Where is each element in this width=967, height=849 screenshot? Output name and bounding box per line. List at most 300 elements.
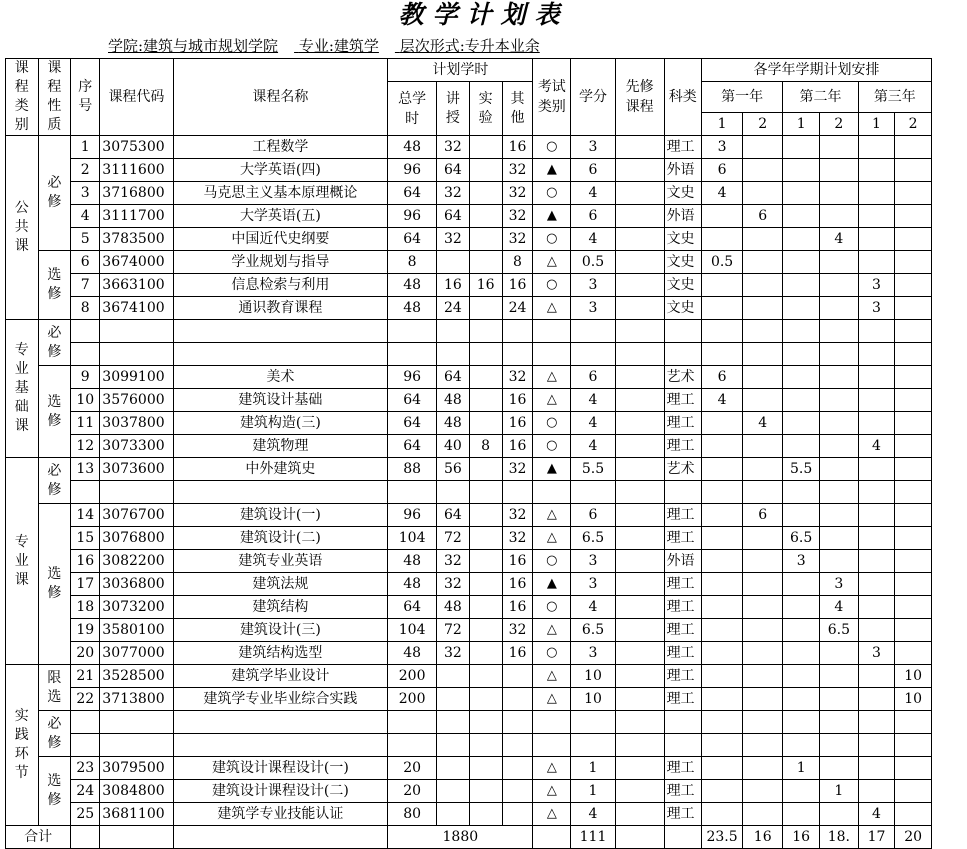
total-row bbox=[6, 826, 967, 849]
total-prereq-cell bbox=[615, 826, 664, 849]
header-subject: 科类 bbox=[664, 59, 701, 136]
header-total-hours: 总学时 bbox=[388, 82, 437, 136]
exam-type-cell: △ bbox=[533, 504, 571, 527]
seq-cell: 2 bbox=[71, 159, 100, 182]
lab-hours-cell bbox=[469, 619, 502, 642]
prereq-cell bbox=[615, 550, 664, 573]
seq-cell: 5 bbox=[71, 228, 100, 251]
prereq-cell bbox=[615, 274, 664, 297]
total-hours-cell: 96 bbox=[388, 504, 437, 527]
header-row-1 bbox=[6, 59, 967, 82]
subject-cell: 理工 bbox=[664, 596, 701, 619]
semester-cell bbox=[820, 274, 859, 297]
semester-cell bbox=[858, 596, 895, 619]
lab-hours-cell: 8 bbox=[469, 435, 502, 458]
total-semester-cell: 20 bbox=[895, 826, 932, 849]
nature-elective: 选修 bbox=[38, 366, 71, 458]
semester-cell bbox=[743, 803, 783, 826]
semester-cell: 3 bbox=[820, 573, 859, 596]
seq-cell: 9 bbox=[71, 366, 100, 389]
lab-hours-cell bbox=[469, 596, 502, 619]
table-row bbox=[6, 780, 967, 803]
semester-cell bbox=[895, 711, 932, 734]
semester-cell bbox=[701, 780, 742, 803]
seq-cell: 24 bbox=[71, 780, 100, 803]
table-row bbox=[6, 573, 967, 596]
lab-hours-cell bbox=[469, 527, 502, 550]
semester-cell: 4 bbox=[743, 412, 783, 435]
nature-elective: 选修 bbox=[38, 757, 71, 826]
course-name-cell bbox=[173, 711, 388, 734]
lecture-hours-cell: 32 bbox=[437, 573, 470, 596]
lab-hours-cell bbox=[469, 159, 502, 182]
lecture-hours-cell: 56 bbox=[437, 458, 470, 481]
semester-cell bbox=[895, 320, 932, 343]
category-public: 公共课 bbox=[6, 136, 39, 320]
other-hours-cell: 16 bbox=[502, 573, 533, 596]
category-prof: 专业课 bbox=[6, 458, 39, 665]
seq-cell: 12 bbox=[71, 435, 100, 458]
exam-type-cell: △ bbox=[533, 527, 571, 550]
semester-cell bbox=[895, 573, 932, 596]
lab-hours-cell bbox=[469, 573, 502, 596]
semester-cell bbox=[820, 251, 859, 274]
total-hours-cell: 64 bbox=[388, 435, 437, 458]
semester-cell bbox=[895, 734, 932, 757]
other-hours-cell: 16 bbox=[502, 596, 533, 619]
other-hours-cell: 16 bbox=[502, 136, 533, 159]
lecture-hours-cell: 40 bbox=[437, 435, 470, 458]
semester-cell bbox=[783, 642, 820, 665]
subject-cell: 理工 bbox=[664, 136, 701, 159]
lab-hours-cell bbox=[469, 366, 502, 389]
total-hours-cell: 88 bbox=[388, 458, 437, 481]
semester-cell bbox=[701, 412, 742, 435]
total-hours-cell: 8 bbox=[388, 251, 437, 274]
semester-cell bbox=[858, 757, 895, 780]
other-hours-cell: 32 bbox=[502, 159, 533, 182]
semester-cell bbox=[858, 780, 895, 803]
semester-cell bbox=[701, 504, 742, 527]
prereq-cell bbox=[615, 619, 664, 642]
semester-cell bbox=[743, 619, 783, 642]
exam-type-cell: ○ bbox=[533, 136, 571, 159]
other-hours-cell bbox=[502, 688, 533, 711]
semester-cell: 0.5 bbox=[701, 251, 742, 274]
subject-cell: 理工 bbox=[664, 688, 701, 711]
total-hours-cell: 96 bbox=[388, 366, 437, 389]
semester-cell bbox=[743, 320, 783, 343]
seq-cell bbox=[71, 343, 100, 366]
code-cell: 3073300 bbox=[100, 435, 173, 458]
credit-cell bbox=[571, 481, 616, 504]
semester-cell bbox=[701, 297, 742, 320]
course-name-cell: 美术 bbox=[173, 366, 388, 389]
total-hours-cell bbox=[388, 481, 437, 504]
seq-cell bbox=[71, 734, 100, 757]
semester-cell bbox=[701, 803, 742, 826]
total-hours-sum: 1880 bbox=[388, 826, 533, 849]
header-year1: 第一年 bbox=[701, 82, 782, 113]
semester-cell bbox=[743, 159, 783, 182]
semester-cell bbox=[783, 688, 820, 711]
lab-hours-cell bbox=[469, 182, 502, 205]
semester-cell bbox=[743, 757, 783, 780]
total-name-cell bbox=[173, 826, 388, 849]
code-cell: 3082200 bbox=[100, 550, 173, 573]
other-hours-cell: 24 bbox=[502, 297, 533, 320]
prereq-cell bbox=[615, 205, 664, 228]
course-name-cell: 中国近代史纲要 bbox=[173, 228, 388, 251]
code-cell: 3528500 bbox=[100, 665, 173, 688]
credit-cell: 4 bbox=[571, 228, 616, 251]
table-row bbox=[6, 274, 967, 297]
semester-cell bbox=[701, 228, 742, 251]
semester-cell bbox=[701, 665, 742, 688]
lecture-hours-cell bbox=[437, 320, 470, 343]
semester-cell bbox=[701, 642, 742, 665]
empty-row bbox=[6, 734, 967, 757]
lecture-hours-cell: 32 bbox=[437, 228, 470, 251]
semester-cell bbox=[858, 251, 895, 274]
total-hours-cell bbox=[388, 711, 437, 734]
semester-cell bbox=[858, 320, 895, 343]
total-seq-cell bbox=[71, 826, 100, 849]
lab-hours-cell bbox=[469, 711, 502, 734]
code-cell: 3783500 bbox=[100, 228, 173, 251]
course-name-cell bbox=[173, 734, 388, 757]
code-cell: 3076700 bbox=[100, 504, 173, 527]
table-row bbox=[6, 159, 967, 182]
lab-hours-cell bbox=[469, 688, 502, 711]
lab-hours-cell bbox=[469, 757, 502, 780]
header-prereq: 先修课程 bbox=[615, 59, 664, 136]
header-seq: 序号 bbox=[71, 59, 100, 136]
lecture-hours-cell: 16 bbox=[437, 274, 470, 297]
lab-hours-cell bbox=[469, 780, 502, 803]
credit-cell bbox=[571, 343, 616, 366]
semester-cell: 6.5 bbox=[820, 619, 859, 642]
category-practice: 实践环节 bbox=[6, 665, 39, 826]
semester-cell bbox=[783, 734, 820, 757]
total-hours-cell: 104 bbox=[388, 527, 437, 550]
semester-cell bbox=[895, 596, 932, 619]
empty-row bbox=[6, 711, 967, 734]
semester-cell: 4 bbox=[701, 389, 742, 412]
code-cell bbox=[100, 343, 173, 366]
semester-cell bbox=[858, 619, 895, 642]
seq-cell: 13 bbox=[71, 458, 100, 481]
code-cell: 3036800 bbox=[100, 573, 173, 596]
semester-cell bbox=[895, 182, 932, 205]
lecture-hours-cell bbox=[437, 665, 470, 688]
semester-cell bbox=[895, 136, 932, 159]
seq-cell: 11 bbox=[71, 412, 100, 435]
table-row bbox=[6, 182, 967, 205]
code-cell: 3079500 bbox=[100, 757, 173, 780]
nature-required: 必修 bbox=[38, 320, 71, 366]
lecture-hours-cell bbox=[437, 734, 470, 757]
other-hours-cell bbox=[502, 757, 533, 780]
credit-cell: 3 bbox=[571, 274, 616, 297]
lecture-hours-cell: 72 bbox=[437, 527, 470, 550]
page-subtitle bbox=[108, 36, 556, 56]
exam-type-cell: ○ bbox=[533, 435, 571, 458]
course-name-cell: 建筑设计基础 bbox=[173, 389, 388, 412]
credit-cell: 5.5 bbox=[571, 458, 616, 481]
course-name-cell: 建筑设计课程设计(二) bbox=[173, 780, 388, 803]
semester-cell bbox=[895, 205, 932, 228]
lecture-hours-cell bbox=[437, 780, 470, 803]
other-hours-cell: 8 bbox=[502, 251, 533, 274]
credit-cell: 10 bbox=[571, 665, 616, 688]
semester-cell bbox=[895, 780, 932, 803]
prereq-cell bbox=[615, 159, 664, 182]
lab-hours-cell bbox=[469, 251, 502, 274]
semester-cell bbox=[743, 366, 783, 389]
total-hours-cell bbox=[388, 343, 437, 366]
semester-cell bbox=[701, 458, 742, 481]
credit-cell: 3 bbox=[571, 573, 616, 596]
seq-cell: 8 bbox=[71, 297, 100, 320]
semester-cell bbox=[820, 504, 859, 527]
semester-cell: 6 bbox=[701, 159, 742, 182]
nature-limited: 限选 bbox=[38, 665, 71, 711]
header-y3-sem2: 2 bbox=[895, 113, 932, 136]
total-subject-cell bbox=[664, 826, 701, 849]
course-name-cell: 建筑设计(二) bbox=[173, 527, 388, 550]
header-exam: 考试类别 bbox=[533, 59, 571, 136]
seq-cell bbox=[71, 320, 100, 343]
subject-cell: 理工 bbox=[664, 780, 701, 803]
table-row bbox=[6, 527, 967, 550]
semester-cell bbox=[701, 734, 742, 757]
course-name-cell bbox=[173, 320, 388, 343]
prereq-cell bbox=[615, 504, 664, 527]
seq-cell: 21 bbox=[71, 665, 100, 688]
other-hours-cell: 16 bbox=[502, 550, 533, 573]
subject-cell: 文史 bbox=[664, 251, 701, 274]
prereq-cell bbox=[615, 573, 664, 596]
lecture-hours-cell: 48 bbox=[437, 596, 470, 619]
semester-cell bbox=[783, 228, 820, 251]
prereq-cell bbox=[615, 228, 664, 251]
nature-required: 必修 bbox=[38, 711, 71, 757]
semester-cell bbox=[858, 182, 895, 205]
table-row bbox=[6, 458, 967, 481]
semester-cell bbox=[820, 458, 859, 481]
course-name-cell: 建筑物理 bbox=[173, 435, 388, 458]
code-cell: 3713800 bbox=[100, 688, 173, 711]
lecture-hours-cell bbox=[437, 688, 470, 711]
course-name-cell: 建筑法规 bbox=[173, 573, 388, 596]
prereq-cell bbox=[615, 412, 664, 435]
semester-cell bbox=[701, 435, 742, 458]
exam-type-cell: △ bbox=[533, 757, 571, 780]
semester-cell bbox=[701, 757, 742, 780]
semester-cell bbox=[783, 251, 820, 274]
header-y1-sem2: 2 bbox=[743, 113, 783, 136]
other-hours-cell: 32 bbox=[502, 504, 533, 527]
total-hours-cell: 200 bbox=[388, 665, 437, 688]
semester-cell: 3 bbox=[783, 550, 820, 573]
teaching-plan-table bbox=[5, 58, 967, 849]
credit-cell: 4 bbox=[571, 182, 616, 205]
total-hours-cell: 48 bbox=[388, 274, 437, 297]
code-cell: 3077000 bbox=[100, 642, 173, 665]
semester-cell bbox=[783, 320, 820, 343]
header-year2: 第二年 bbox=[783, 82, 858, 113]
lab-hours-cell bbox=[469, 458, 502, 481]
exam-type-cell: ○ bbox=[533, 412, 571, 435]
semester-cell bbox=[858, 504, 895, 527]
semester-cell: 4 bbox=[858, 803, 895, 826]
semester-cell bbox=[783, 504, 820, 527]
table-row bbox=[6, 136, 967, 159]
subject-cell: 理工 bbox=[664, 389, 701, 412]
exam-type-cell: △ bbox=[533, 619, 571, 642]
lecture-hours-cell bbox=[437, 481, 470, 504]
seq-cell: 1 bbox=[71, 136, 100, 159]
level-label: 层次形式:专升本业余 bbox=[399, 37, 540, 55]
credit-cell: 10 bbox=[571, 688, 616, 711]
semester-cell: 6 bbox=[743, 504, 783, 527]
semester-cell bbox=[895, 619, 932, 642]
nature-required: 必修 bbox=[38, 136, 71, 251]
header-name: 课程名称 bbox=[173, 59, 388, 136]
semester-cell bbox=[743, 481, 783, 504]
header-y2-sem1: 1 bbox=[783, 113, 820, 136]
semester-cell bbox=[783, 780, 820, 803]
semester-cell bbox=[895, 343, 932, 366]
subject-cell: 理工 bbox=[664, 435, 701, 458]
subject-cell bbox=[664, 481, 701, 504]
code-cell bbox=[100, 734, 173, 757]
subject-cell: 理工 bbox=[664, 619, 701, 642]
semester-cell bbox=[701, 343, 742, 366]
header-y1-sem1: 1 bbox=[701, 113, 742, 136]
semester-cell bbox=[743, 642, 783, 665]
code-cell: 3111700 bbox=[100, 205, 173, 228]
semester-cell bbox=[783, 435, 820, 458]
semester-cell bbox=[820, 297, 859, 320]
exam-type-cell: ○ bbox=[533, 228, 571, 251]
semester-cell bbox=[783, 159, 820, 182]
prereq-cell bbox=[615, 688, 664, 711]
code-cell: 3075300 bbox=[100, 136, 173, 159]
semester-cell bbox=[783, 343, 820, 366]
prereq-cell bbox=[615, 389, 664, 412]
semester-cell bbox=[701, 688, 742, 711]
exam-type-cell: △ bbox=[533, 366, 571, 389]
header-lecture: 讲授 bbox=[437, 82, 470, 136]
semester-cell: 5.5 bbox=[783, 458, 820, 481]
credit-cell: 4 bbox=[571, 435, 616, 458]
total-semester-cell: 23.5 bbox=[701, 826, 742, 849]
code-cell: 3674000 bbox=[100, 251, 173, 274]
semester-cell: 3 bbox=[858, 274, 895, 297]
subject-cell bbox=[664, 320, 701, 343]
semester-cell bbox=[820, 366, 859, 389]
semester-cell bbox=[743, 389, 783, 412]
lecture-hours-cell: 32 bbox=[437, 642, 470, 665]
semester-cell bbox=[783, 803, 820, 826]
course-name-cell: 建筑设计(一) bbox=[173, 504, 388, 527]
credit-cell: 3 bbox=[571, 136, 616, 159]
semester-cell bbox=[743, 435, 783, 458]
prereq-cell bbox=[615, 596, 664, 619]
lab-hours-cell bbox=[469, 504, 502, 527]
nature-elective: 选修 bbox=[38, 504, 71, 665]
exam-type-cell: △ bbox=[533, 780, 571, 803]
subject-cell: 理工 bbox=[664, 412, 701, 435]
prereq-cell bbox=[615, 780, 664, 803]
code-cell: 3073600 bbox=[100, 458, 173, 481]
course-name-cell: 大学英语(五) bbox=[173, 205, 388, 228]
semester-cell bbox=[895, 550, 932, 573]
credit-cell: 3 bbox=[571, 550, 616, 573]
semester-cell bbox=[820, 182, 859, 205]
table-row bbox=[6, 412, 967, 435]
code-cell: 3580100 bbox=[100, 619, 173, 642]
credit-cell: 6 bbox=[571, 205, 616, 228]
semester-cell bbox=[895, 412, 932, 435]
code-cell: 3073200 bbox=[100, 596, 173, 619]
exam-type-cell: ○ bbox=[533, 550, 571, 573]
total-hours-cell: 48 bbox=[388, 573, 437, 596]
table-row bbox=[6, 688, 967, 711]
semester-cell: 4 bbox=[858, 435, 895, 458]
semester-cell bbox=[783, 297, 820, 320]
semester-cell bbox=[743, 343, 783, 366]
lab-hours-cell: 16 bbox=[469, 274, 502, 297]
table-row bbox=[6, 596, 967, 619]
semester-cell bbox=[895, 757, 932, 780]
header-other: 其他 bbox=[502, 82, 533, 136]
credit-cell: 6.5 bbox=[571, 619, 616, 642]
semester-cell bbox=[701, 550, 742, 573]
lab-hours-cell bbox=[469, 320, 502, 343]
lecture-hours-cell: 64 bbox=[437, 504, 470, 527]
semester-cell bbox=[820, 688, 859, 711]
header-plan-hours: 计划学时 bbox=[388, 59, 533, 82]
semester-cell: 3 bbox=[858, 297, 895, 320]
semester-cell bbox=[858, 366, 895, 389]
table-row bbox=[6, 619, 967, 642]
seq-cell: 25 bbox=[71, 803, 100, 826]
semester-cell: 4 bbox=[701, 182, 742, 205]
lecture-hours-cell: 32 bbox=[437, 136, 470, 159]
semester-cell bbox=[743, 251, 783, 274]
total-hours-cell: 96 bbox=[388, 205, 437, 228]
lab-hours-cell bbox=[469, 136, 502, 159]
subject-cell: 文史 bbox=[664, 182, 701, 205]
code-cell: 3099100 bbox=[100, 366, 173, 389]
code-cell bbox=[100, 481, 173, 504]
semester-cell: 4 bbox=[820, 228, 859, 251]
subject-cell: 艺术 bbox=[664, 366, 701, 389]
lecture-hours-cell: 64 bbox=[437, 366, 470, 389]
other-hours-cell: 32 bbox=[502, 527, 533, 550]
semester-cell bbox=[858, 228, 895, 251]
course-name-cell: 信息检索与利用 bbox=[173, 274, 388, 297]
credit-cell: 0.5 bbox=[571, 251, 616, 274]
semester-cell bbox=[743, 780, 783, 803]
empty-row bbox=[6, 343, 967, 366]
other-hours-cell: 32 bbox=[502, 228, 533, 251]
nature-elective: 选修 bbox=[38, 251, 71, 320]
exam-type-cell bbox=[533, 711, 571, 734]
